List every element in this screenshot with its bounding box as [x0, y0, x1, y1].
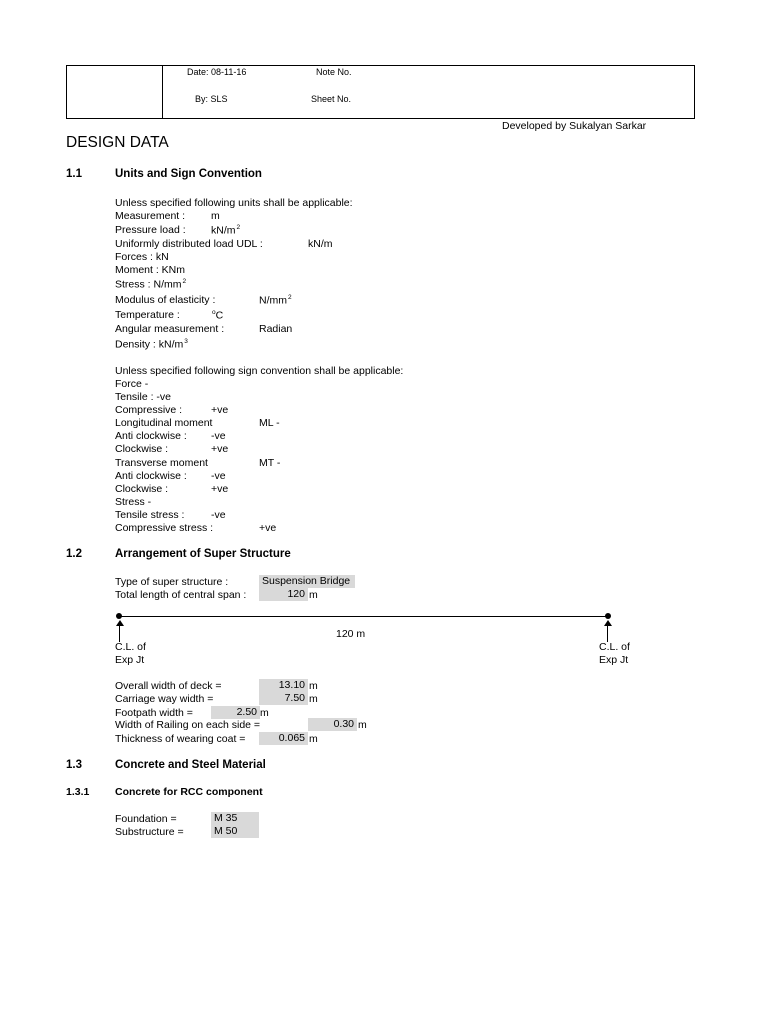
- header-date: Date: 08-11-16: [187, 67, 247, 77]
- clockwise-1-label: Clockwise :: [115, 443, 169, 455]
- section-title-1-3: Concrete and Steel Material: [115, 759, 266, 771]
- angular-label: Angular measurement :: [115, 323, 225, 335]
- udl-value: kN/m: [308, 238, 333, 250]
- header-note-no: Note No.: [316, 67, 352, 77]
- carriage-width-label: Carriage way width =: [115, 693, 214, 705]
- temperature-label: Temperature :: [115, 309, 180, 321]
- right-arrow-icon: [604, 620, 612, 626]
- temperature-value: $^o$C: [212, 309, 224, 322]
- compressive-stress-value: +ve: [259, 522, 277, 534]
- section-title-1-1: Units and Sign Convention: [115, 168, 262, 180]
- measurement-value: m: [211, 210, 220, 222]
- right-arrow-shaft: [607, 622, 608, 642]
- units-intro: Unless specified following units shall be applicable:: [115, 197, 353, 209]
- section-title-1-2: Arrangement of Super Structure: [115, 548, 291, 560]
- deck-width-label: Overall width of deck =: [115, 680, 222, 692]
- railing-width-unit: m: [358, 719, 367, 731]
- deck-width-cell[interactable]: 13.10: [259, 679, 308, 692]
- wearing-coat-unit: m: [309, 733, 318, 745]
- left-cl-label-1: C.L. of: [115, 641, 146, 653]
- compressive-stress-label: Compressive stress :: [115, 522, 214, 534]
- page-title: DESIGN DATA: [66, 134, 169, 151]
- anti-clockwise-2-value: -ve: [211, 470, 226, 482]
- compressive-label: Compressive :: [115, 404, 183, 416]
- anti-clockwise-1-label: Anti clockwise :: [115, 430, 187, 442]
- length-unit: m: [309, 589, 318, 601]
- header-divider: [162, 65, 163, 119]
- developer-credit: Developed by Sukalyan Sarkar: [502, 120, 647, 132]
- section-number-1-3: 1.3: [66, 759, 82, 771]
- sign-intro: Unless specified following sign convention shall be applicable:: [115, 365, 404, 377]
- modulus-value: $N/mm^2$: [259, 294, 292, 307]
- pressure-label: Pressure load :: [115, 224, 186, 236]
- clockwise-2-value: +ve: [211, 483, 229, 495]
- railing-width-label: Width of Railing on each side =: [115, 719, 261, 731]
- type-label: Type of super structure :: [115, 576, 229, 588]
- header-by: By: SLS: [195, 94, 228, 104]
- header-box: [66, 65, 695, 119]
- deck-width-unit: m: [309, 680, 318, 692]
- foundation-grade-cell[interactable]: M 35: [211, 812, 259, 825]
- footpath-width-label: Footpath width =: [115, 707, 193, 719]
- tensile-stress-label: Tensile stress :: [115, 509, 185, 521]
- stress-heading: Stress -: [115, 496, 152, 508]
- pressure-value: $kN/m^2$: [211, 224, 241, 237]
- compressive-value: +ve: [211, 404, 229, 416]
- subsection-title-1-3-1: Concrete for RCC component: [115, 786, 263, 798]
- type-value-cell[interactable]: Suspension Bridge: [259, 575, 355, 588]
- anti-clockwise-2-label: Anti clockwise :: [115, 470, 187, 482]
- length-label: Total length of central span :: [115, 589, 247, 601]
- footpath-width-unit: m: [260, 707, 269, 719]
- clockwise-2-label: Clockwise :: [115, 483, 169, 495]
- length-value-cell[interactable]: 120: [259, 588, 308, 601]
- left-arrow-shaft: [119, 622, 120, 642]
- moment-unit: Moment : KNm: [115, 264, 186, 276]
- right-support-dot: [605, 613, 611, 619]
- subsection-number-1-3-1: 1.3.1: [66, 786, 90, 798]
- long-moment-label: Longitudinal moment: [115, 417, 213, 429]
- left-support-dot: [116, 613, 122, 619]
- long-moment-value: ML -: [259, 417, 280, 429]
- left-cl-label-2: Exp Jt: [115, 654, 145, 666]
- right-cl-label-2: Exp Jt: [599, 654, 629, 666]
- stress-unit: Stress : $N/mm^2$: [115, 278, 187, 291]
- tensile-sign: Tensile : -ve: [115, 391, 172, 403]
- header-sheet-no: Sheet No.: [311, 94, 352, 104]
- substructure-label: Substructure =: [115, 826, 184, 838]
- substructure-grade-cell[interactable]: M 50: [211, 825, 259, 838]
- wearing-coat-label: Thickness of wearing coat =: [115, 733, 246, 745]
- angular-value: Radian: [259, 323, 293, 335]
- carriage-width-unit: m: [309, 693, 318, 705]
- foundation-label: Foundation =: [115, 813, 177, 825]
- railing-width-cell[interactable]: 0.30: [308, 718, 357, 731]
- span-line: [119, 616, 608, 617]
- trans-moment-label: Transverse moment: [115, 457, 208, 469]
- forces-unit: Forces : kN: [115, 251, 169, 263]
- trans-moment-value: MT -: [259, 457, 281, 469]
- measurement-label: Measurement :: [115, 210, 186, 222]
- modulus-label: Modulus of elasticity :: [115, 294, 216, 306]
- clockwise-1-value: +ve: [211, 443, 229, 455]
- tensile-stress-value: -ve: [211, 509, 226, 521]
- anti-clockwise-1-value: -ve: [211, 430, 226, 442]
- density-unit: Density : $kN/m^3$: [115, 338, 188, 351]
- section-number-1-1: 1.1: [66, 168, 82, 180]
- carriage-width-cell[interactable]: 7.50: [259, 692, 308, 705]
- right-cl-label-1: C.L. of: [599, 641, 630, 653]
- wearing-coat-cell[interactable]: 0.065: [259, 732, 308, 745]
- udl-label: Uniformly distributed load UDL :: [115, 238, 263, 250]
- span-length-label: 120 m: [336, 628, 366, 640]
- section-number-1-2: 1.2: [66, 548, 82, 560]
- footpath-width-cell[interactable]: 2.50: [211, 706, 260, 719]
- force-heading: Force -: [115, 378, 149, 390]
- left-arrow-icon: [116, 620, 124, 626]
